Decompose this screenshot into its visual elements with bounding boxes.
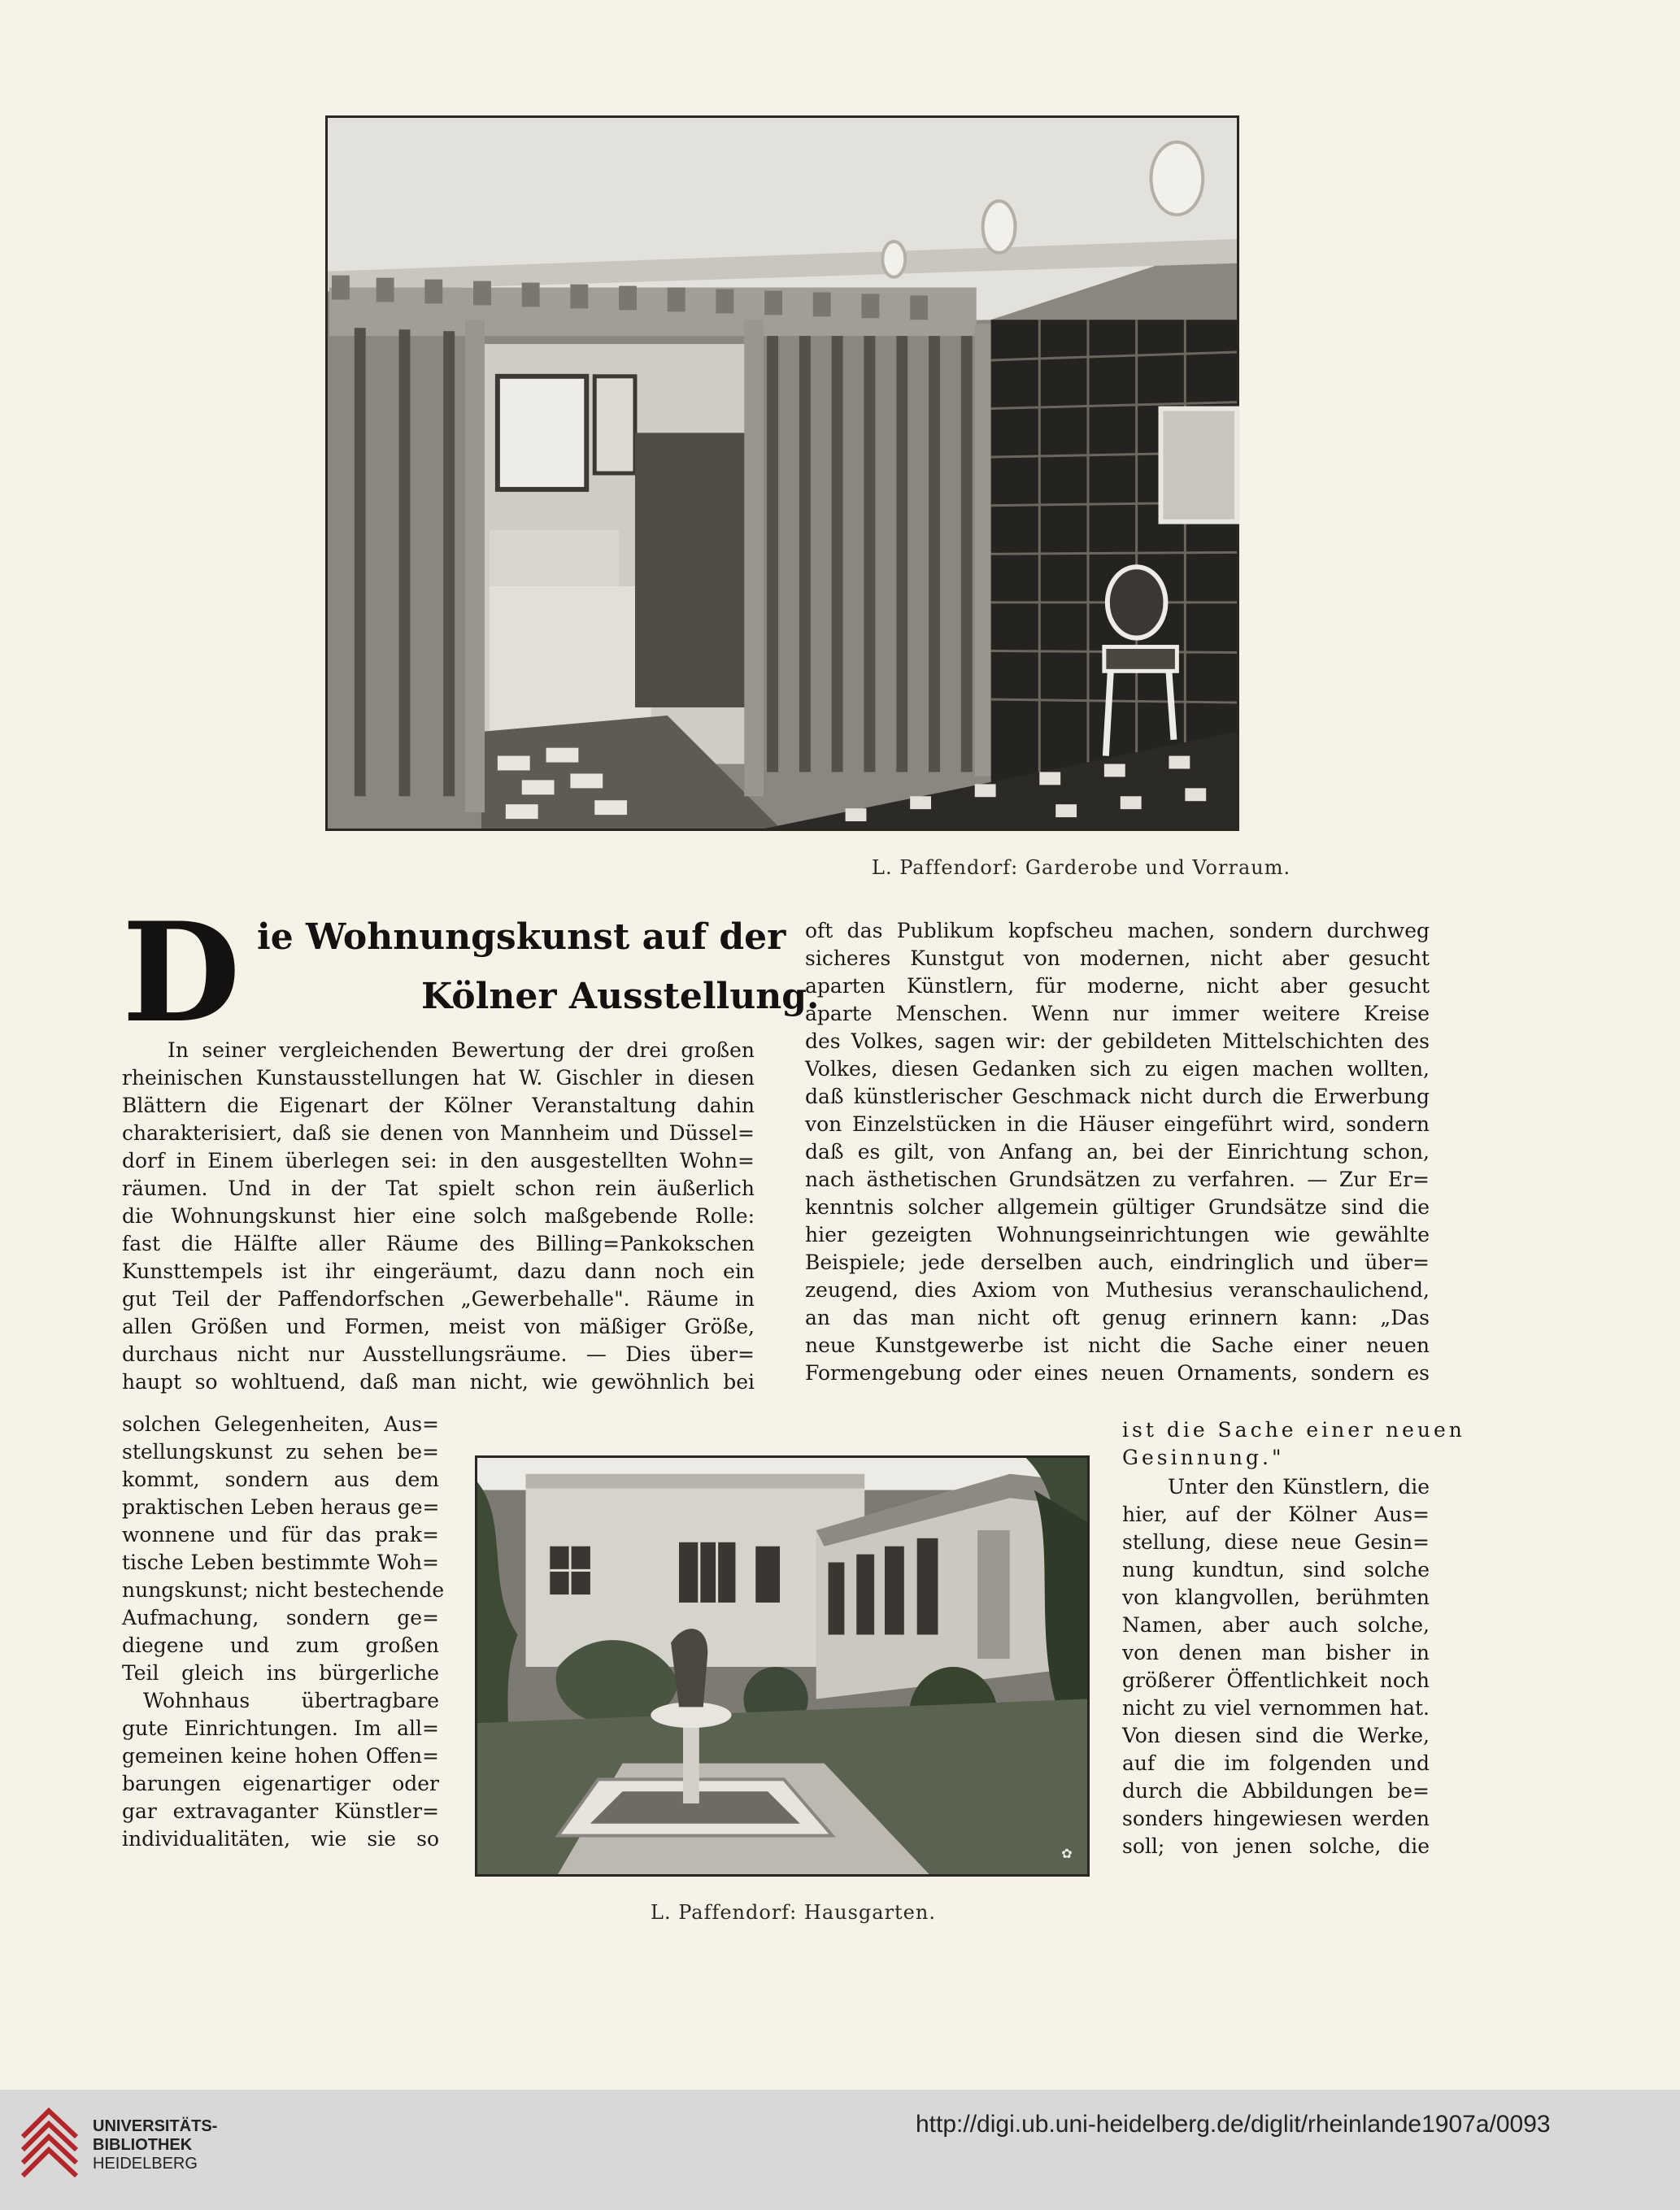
text-line: hier gezeigten Wohnungseinrichtungen wie gewählte [805,1223,1430,1246]
text-line: Blättern die Eigenart der Kölner Veranstaltung dahin [122,1094,755,1117]
text-line: gute Einrichtungen. Im all= [122,1716,439,1740]
text-line: In seiner vergleichenden Bewertung der drei großen [168,1038,755,1062]
title-dropcap: D [122,892,241,1053]
text-line: Wohnhaus übertragbare [143,1689,439,1712]
text-line: Gesinnung." [1122,1446,1285,1469]
text-line: ist die Sache einer neuen [1122,1418,1465,1442]
text-line: tische Leben bestimmte Woh= [122,1551,439,1574]
text-line: stellung, diese neue Gesin= [1122,1530,1430,1554]
text-line: von denen man bisher in [1122,1641,1430,1664]
text-line: dorf in Einem überlegen sei: in den ausgestellten Wohn= [122,1149,755,1172]
text-line: Teil gleich ins bürgerliche [122,1661,439,1685]
text-line: Aufmachung, sondern ge= [122,1606,439,1629]
text-line: individualitäten, wie sie so [122,1827,439,1851]
text-line: haupt so wohltuend, daß man nicht, wie gewöhnlich bei [122,1370,755,1394]
text-line: allen Größen und Formen, meist von mäßiger Größe, [122,1315,755,1338]
text-line: die Wohnungskunst hier eine solch maßgebende Rolle: [122,1204,755,1228]
article-title-line2: Kölner Ausstellung. [421,976,820,1017]
text-line: von Einzelstücken in die Häuser eingeführt wird, sondern [805,1112,1430,1136]
text-line: fast die Hälfte aller Räume des Billing=Pankokschen [122,1232,755,1255]
text-line: sonders hingewiesen werden [1122,1807,1430,1830]
text-line: kenntnis solcher allgemein gültiger Grundsätze sind die [805,1195,1430,1219]
text-line: hier, auf der Kölner Aus= [1122,1503,1430,1526]
text-line: neue Kunstgewerbe ist nicht die Sache einer neuen [805,1333,1430,1357]
institution-name-line1: UNIVERSITÄTS- [93,2117,218,2135]
text-line: auf die im folgenden und [1122,1751,1430,1775]
institution-name-line2: BIBLIOTHEK [93,2136,193,2154]
photo-garderobe [325,115,1239,831]
text-line: Von diesen sind die Werke, [1122,1724,1430,1747]
text-line: charakterisiert, daß sie denen von Mannheim und Düssel= [122,1121,755,1145]
figure-caption-2: L. Paffendorf: Hausgarten. [651,1901,936,1924]
text-line: gemeinen keine hohen Offen= [122,1744,439,1768]
text-line: barungen eigenartiger oder [122,1772,439,1795]
text-line: Beispiele; jede derselben auch, eindringlich und über= [805,1251,1430,1274]
text-line: oft das Publikum kopfscheu machen, sondern durchweg [805,919,1430,942]
text-line: daß es gilt, von Anfang an, bei der Einrichtung schon, [805,1140,1430,1164]
library-footer [0,2090,1680,2210]
text-line: soll; von jenen solche, die [1122,1834,1430,1858]
institution-name-line3: HEIDELBERG [93,2155,198,2173]
text-line: durch die Abbildungen be= [1122,1779,1430,1803]
text-line: an das man nicht oft genug erinnern kann: „Das [805,1306,1430,1329]
text-line: daß künstlerischer Geschmack nicht durch die Erwerbung [805,1085,1430,1108]
text-line: rheinischen Kunstausstellungen hat W. Gischler in diesen [122,1066,755,1090]
document-url-link[interactable]: http://digi.ub.uni-heidelberg.de/diglit/rheinlande1907a/0093 [916,2111,1551,2138]
university-library-logo-icon [16,2104,83,2189]
text-line: nungskunst; nicht bestechende [122,1578,445,1602]
photo-hausgarten [475,1455,1090,1877]
svg-text:✿: ✿ [1061,1846,1073,1862]
text-line: von klangvollen, berühmten [1122,1586,1430,1609]
text-line: Volkes, diesen Gedanken sich zu eigen machen wollten, [805,1057,1430,1081]
text-line: größerer Öffentlichkeit noch [1122,1668,1430,1692]
text-line: durchaus nicht nur Ausstellungsräume. — Dies über= [122,1342,755,1366]
text-line: gut Teil der Paffendorfschen „Gewerbehalle". Räume in [122,1287,755,1311]
article-title-line1: ie Wohnungskunst auf der [257,916,786,958]
text-line: Unter den Künstlern, die [1168,1475,1430,1499]
text-line: nicht zu viel vernommen hat. [1122,1696,1430,1720]
text-line: des Volkes, sagen wir: der gebildeten Mittelschichten des [805,1029,1430,1053]
text-line: sicheres Kunstgut von modernen, nicht aber gesucht [805,946,1430,970]
text-line: wonnene und für das prak= [122,1523,439,1547]
text-line: solchen Gelegenheiten, Aus= [122,1412,439,1436]
text-line: Kunsttempels ist ihr eingeräumt, dazu dann noch ein [122,1259,755,1283]
text-line: Formengebung oder eines neuen Ornaments, sondern es [805,1361,1430,1385]
text-line: aparte Menschen. Wenn nur immer weitere Kreise [805,1002,1430,1025]
text-line: räumen. Und in der Tat spielt schon rein äußerlich [122,1177,755,1200]
text-line: diegene und zum großen [122,1634,439,1657]
text-line: nach ästhetischen Grundsätzen zu verfahren. — Zur Er= [805,1168,1430,1191]
text-line: praktischen Leben heraus ge= [122,1495,440,1519]
text-line: aparten Künstlern, für moderne, nicht aber gesucht [805,974,1430,998]
text-line: kommt, sondern aus dem [122,1468,439,1491]
text-line: zeugend, dies Axiom von Muthesius veranschaulichend, [805,1278,1430,1302]
text-line: stellungskunst zu sehen be= [122,1440,439,1464]
text-line: gar extravaganter Künstler= [122,1799,439,1823]
text-line: nung kundtun, sind solche [1122,1558,1430,1581]
figure-caption-1: L. Paffendorf: Garderobe und Vorraum. [872,856,1291,879]
text-line: Namen, aber auch solche, [1122,1613,1430,1637]
